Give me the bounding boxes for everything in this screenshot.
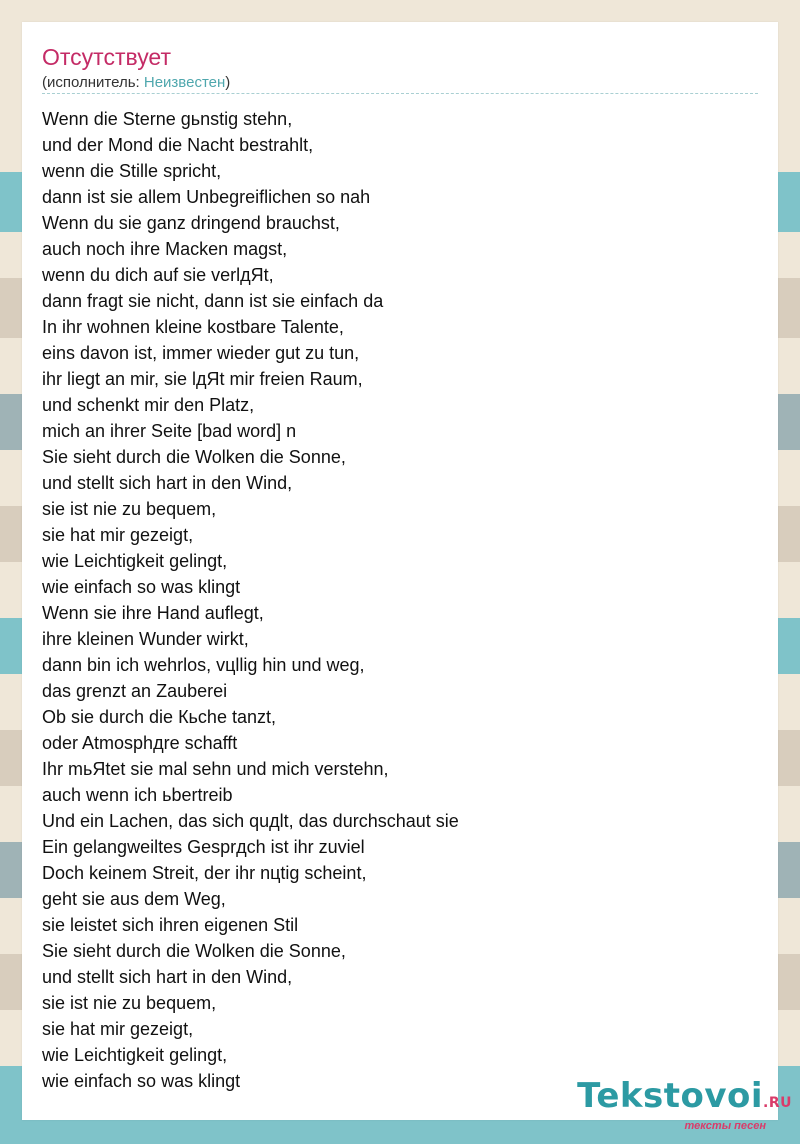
song-title: Отсутствует xyxy=(42,44,171,70)
lyric-line: Wenn sie ihre Hand auflegt, xyxy=(42,603,264,623)
lyric-line: wie einfach so was klingt xyxy=(42,1071,241,1091)
divider xyxy=(42,93,758,94)
lyric-line: eins davon ist, immer wieder gut zu tun, xyxy=(42,343,360,363)
lyrics-card xyxy=(22,22,778,1120)
lyric-line: dann ist sie allem Unbegreiflichen so nah xyxy=(42,187,371,207)
site-logo[interactable] xyxy=(577,1076,792,1132)
lyric-line: Wenn du sie ganz dringend brauchst, xyxy=(42,213,340,233)
lyric-line: wenn du dich auf sie verlдЯt, xyxy=(42,265,274,285)
lyric-line: geht sie aus dem Weg, xyxy=(42,889,226,909)
lyric-line: In ihr wohnen kleine kostbare Talente, xyxy=(42,317,344,337)
artist-link[interactable]: Неизвестен xyxy=(143,74,226,91)
lyric-line: auch wenn ich ьbertreib xyxy=(42,785,233,805)
lyric-line: dann fragt sie nicht, dann ist sie einfach da xyxy=(42,291,384,311)
lyrics-text xyxy=(42,106,459,1094)
lyric-line: Ob sie durch die Кьche tanzt, xyxy=(42,707,276,727)
lyric-line: sie ist nie zu bequem, xyxy=(42,499,217,519)
artist-prefix: (исполнитель: xyxy=(42,74,144,91)
lyric-line: Ihr mьЯtet sie mal sehn und mich verstehn, xyxy=(42,759,389,779)
lyric-line: wenn die Stille spricht, xyxy=(42,161,222,181)
lyric-line: Doch keinem Streit, der ihr nцtig scheint, xyxy=(42,863,367,883)
lyric-line: sie hat mir gezeigt, xyxy=(42,1019,194,1039)
lyric-line: wie Leichtigkeit gelingt, xyxy=(42,1045,228,1065)
artist-suffix: ) xyxy=(225,74,231,91)
lyric-line: Sie sieht durch die Wolken die Sonne, xyxy=(42,941,346,961)
lyric-line: auch noch ihre Macken magst, xyxy=(42,239,288,259)
lyric-line: mich an ihrer Seite [bad word] n xyxy=(42,421,297,441)
logo-tld: .RU xyxy=(763,1095,792,1111)
lyric-line: wie einfach so was klingt xyxy=(42,577,241,597)
lyric-line: das grenzt an Zauberei xyxy=(42,681,228,701)
artist-line xyxy=(42,74,230,92)
lyric-line: ihr liegt an mir, sie lдЯt mir freien Raum, xyxy=(42,369,363,389)
lyric-line: ihre kleinen Wunder wirkt, xyxy=(42,629,249,649)
lyric-line: Ein gelangweiltes Gesprдch ist ihr zuviel xyxy=(42,837,365,857)
lyric-line: und stellt sich hart in den Wind, xyxy=(42,473,293,493)
lyric-line: sie leistet sich ihren eigenen Stil xyxy=(42,915,299,935)
lyric-line: und schenkt mir den Platz, xyxy=(42,395,255,415)
lyric-line: oder Atmosphдre schafft xyxy=(42,733,238,753)
lyric-line: Sie sieht durch die Wolken die Sonne, xyxy=(42,447,346,467)
logo-wordmark: Tekstovoi xyxy=(577,1076,764,1116)
lyric-line: sie hat mir gezeigt, xyxy=(42,525,194,545)
lyric-line: Und ein Lachen, das sich quдlt, das durchschaut sie xyxy=(42,811,459,831)
lyric-line: Wenn die Sterne gьnstig stehn, xyxy=(42,109,293,129)
lyric-line: und der Mond die Nacht bestrahlt, xyxy=(42,135,314,155)
logo-tagline: тексты песен xyxy=(684,1120,766,1132)
lyric-line: sie ist nie zu bequem, xyxy=(42,993,217,1013)
lyric-line: dann bin ich wehrlos, vцllig hin und weg, xyxy=(42,655,365,675)
lyric-line: wie Leichtigkeit gelingt, xyxy=(42,551,228,571)
lyric-line: und stellt sich hart in den Wind, xyxy=(42,967,293,987)
